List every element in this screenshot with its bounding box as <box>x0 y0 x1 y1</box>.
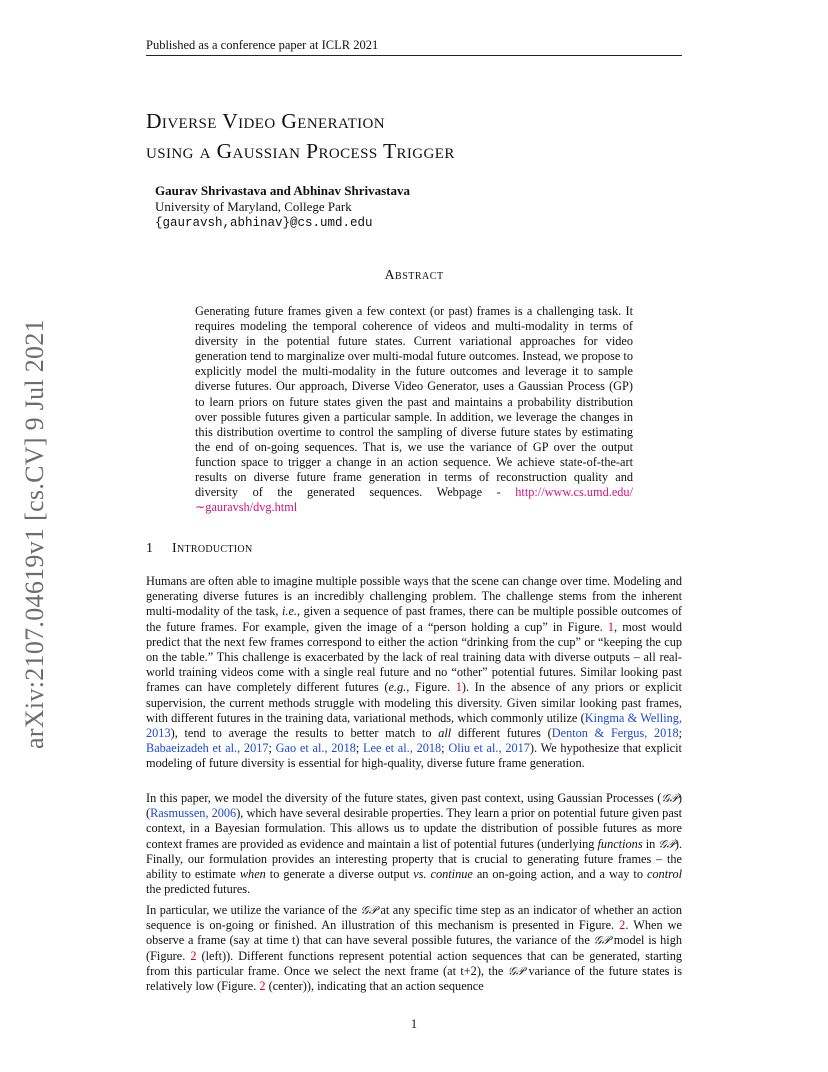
citation-gao[interactable]: Gao et al., 2018 <box>275 741 356 756</box>
text-run: at any specific time step as an indicator of whether an action sequence is on-going or finished. An illustration of this mechanism is presented in Figure. <box>146 903 682 933</box>
text-run: ). Finally, our formulation provides an interesting property that is crucial to generating future frames – the ability to estimate <box>146 836 683 882</box>
text-run: variance of the future states is relatively low (Figure. <box>146 963 682 994</box>
citation-author: Gao et al. <box>275 741 325 756</box>
figure-ref-2[interactable]: 2 <box>259 979 266 994</box>
header-rule <box>146 55 682 56</box>
gp-symbol: 𝒢𝒫 <box>661 791 678 805</box>
text-run: In particular, we utilize the variance of the <box>146 903 358 917</box>
section-number: 1 <box>146 541 154 556</box>
citation-author: Lee et al. <box>363 741 410 756</box>
text-run: . When we observe a frame (say at time t) that can have several possible futures, the variance of the <box>146 918 683 948</box>
text-run: ) ( <box>146 791 682 821</box>
author-affiliation: University of Maryland, College Park <box>155 199 352 214</box>
citation-year: 2013 <box>146 726 171 741</box>
citation-author: Rasmussen <box>150 806 206 821</box>
gp-symbol: 𝒢𝒫 <box>507 963 525 978</box>
running-header: Published as a conference paper at ICLR 2021 <box>146 38 379 52</box>
text-run: ), which have several desirable properties. They learn a prior on potential future given past context, in a Bayesian formulation. This allows us to update the distribution of possible futures as more context frames are provided as evidence and maintain a list of potential futures (underlying <box>146 806 682 851</box>
citation-lee[interactable]: Lee et al., 2018 <box>363 741 442 756</box>
emphasis: all <box>438 726 452 741</box>
gp-symbol: 𝒢𝒫 <box>360 903 378 917</box>
figure-ref-2[interactable]: 2 <box>619 918 626 933</box>
text-run: Humans are often able to imagine multiple possible ways that the scene can change over time. Modeling and generating diverse futures is an incredibly challenging problem. The challenge stems from the inherent multi-modality of the task, <box>146 574 682 619</box>
citation-year: 2018 <box>331 741 356 756</box>
page-number: 1 <box>410 1017 418 1031</box>
abstract-heading: Abstract <box>384 268 444 283</box>
text-run: to generate a diverse output <box>269 867 410 882</box>
citation-author: Oliu et al. <box>448 741 499 756</box>
text-run: (left)). Different functions represent potential action sequences that can be generated, starting from this particular frame. Once we select the next frame (at t+2), the <box>146 948 682 978</box>
citation-year: 2017 <box>505 741 530 756</box>
text-run: , most would predict that the next few frames correspond to either the action “drinking from the cup” or “keeping the cup on the table.” This challenge is exacerbated by the lack of real training data with diverse outputs – all real-world training videos come with a single real future and no “other” potential futures. Similar looking past frames can have completely different futures ( <box>146 619 682 695</box>
emphasis: i.e. <box>281 604 297 619</box>
citation-year: 2017 <box>243 741 269 756</box>
emphasis: e.g. <box>388 680 407 695</box>
citation-denton[interactable]: Denton & Fergus, 2018 <box>551 726 679 741</box>
author-block <box>155 183 655 231</box>
figure-ref-1[interactable]: 1 <box>607 619 615 634</box>
text-run: the predicted futures. <box>146 882 251 897</box>
text-run: an on-going action, and a way to <box>476 867 643 882</box>
emphasis: continue <box>430 867 473 882</box>
citation-kingma[interactable]: Kingma & Welling, 2013 <box>146 710 683 741</box>
text-run: ), tend to average the results to better match to <box>170 726 432 741</box>
intro-paragraph-3 <box>146 903 682 994</box>
citation-year: 2018 <box>416 741 442 756</box>
title-line-1: Diverse Video Generation <box>146 109 386 133</box>
text-run: , given a sequence of past frames, there can be multiple possible outcomes of the future frames. For example, given the image of a “person holding a cup” in Figure. <box>146 604 682 634</box>
webpage-link[interactable]: http://www.cs.umd.edu/∼gauravsh/dvg.html <box>195 485 633 515</box>
figure-ref-1[interactable]: 1 <box>455 680 462 695</box>
figure-ref-2[interactable]: 2 <box>190 948 197 963</box>
intro-paragraph-2 <box>146 791 682 897</box>
text-run: ). We hypothesize that explicit modeling of future diversity is essential for high-quality, diverse future frame generation. <box>146 741 682 771</box>
author-email: {gauravsh,abhinav}@cs.umd.edu <box>155 216 373 230</box>
paper-title <box>146 106 686 166</box>
arxiv-identifier-stamp: arXiv:2107.04619v1 [cs.CV] 9 Jul 2021 <box>20 319 49 749</box>
text-run: ). In the absence of any priors or explicit supervision, the current methods struggle with modeling this diversity. Given similar looking past frames, with different futures in the training data, variational methods, which commonly utilize ( <box>146 680 682 725</box>
abstract-body <box>195 304 633 515</box>
intro-paragraph-1: Humans are often able to imagine multiple possible ways that the scene can change over time. Modeling and generating diverse futures is an incredibly challenging problem. The challenge stems from the inherent multi-modality of the task, i.e., given a sequence of past frames, there can be multiple possible outcomes of the future frames. For example, given the image of a “person holding a cup” in Figure. 1, most would predict that the next few frames correspond to either the action “drinking from the cup” or “keeping the cup on the table.” This challenge is exacerbated by the lack of real training data with diverse outputs – all real-world training videos come with a single real future and no “other” potential futures. Similar looking past frames can have completely different futures (e.g., Figure. 1). In the absence of any priors or explicit supervision, the current methods struggle with modeling this diversity. Given similar looking past frames, with different futures in the training data, variational methods, which commonly utilize (Kingma & Welling, 2013), tend to average the results to better match to all different futures (Denton & Fergus, 2018; Babaeizadeh et al., 2017; Gao et al., 2018; Lee et al., 2018; Oliu et al., 2017). We hypothesize that explicit modeling of future diversity is essential for high-quality, diverse future frame generation. <box>146 574 683 771</box>
text-run: model is high (Figure. <box>146 933 682 963</box>
emphasis: control <box>646 867 683 882</box>
text-run: in <box>645 836 656 851</box>
text-run: (center)), indicating that an action sequence <box>268 979 484 994</box>
citation-author: Babaeizadeh et al. <box>146 741 238 756</box>
text-run: different futures ( <box>457 726 552 741</box>
text-run: , Figure. <box>406 680 451 695</box>
citation-rasmussen[interactable]: Rasmussen, 2006 <box>150 806 237 821</box>
citation-oliu[interactable]: Oliu et al., 2017 <box>448 741 530 756</box>
gp-symbol: 𝒢𝒫 <box>658 836 675 851</box>
emphasis: vs. <box>413 867 427 882</box>
title-line-2: using a Gaussian Process Trigger <box>146 139 455 163</box>
emphasis: functions <box>597 836 643 851</box>
citation-babaeizadeh[interactable]: Babaeizadeh et al., 2017 <box>146 741 269 756</box>
gp-symbol: 𝒢𝒫 <box>593 933 610 948</box>
citation-author: Kingma & Welling <box>584 710 679 725</box>
citation-author: Denton & Fergus <box>551 726 645 741</box>
abstract-text: Generating future frames given a few context (or past) frames is a challenging task. It requires modeling the temporal coherence of videos and multi-modality in terms of diversity in the potential future states. Current variational approaches for video generation tend to marginalize over multi-modal future outcomes. Instead, we propose to explicitly model the multi-modality in the future outcomes and leverage it to sample diverse futures. Our approach, Diverse Video Generator, uses a Gaussian Process (GP) to learn priors on future states given the past and maintains a probability distribution over possible futures given a particular sample. In addition, we leverage the changes in this distribution overtime to control the sampling of diverse future states by estimating the end of on-going sequences. That is, we use the variance of GP over the output function space to trigger a change in an action sequence. We achieve state-of-the-art results on diverse future frame generation in terms of reconstruction quality and diversity of the generated sequences. Webpage - <box>195 304 633 500</box>
text-run: In this paper, we model the diversity of the future states, given past context, using Gaussian Processes ( <box>146 791 662 805</box>
section-title: Introduction <box>172 541 253 556</box>
citation-year: 2006 <box>211 806 237 821</box>
section-heading <box>146 541 682 557</box>
citation-year: 2018 <box>654 726 679 741</box>
author-names: Gaurav Shrivastava and Abhinav Shrivastava <box>155 183 411 198</box>
emphasis: when <box>239 867 266 882</box>
